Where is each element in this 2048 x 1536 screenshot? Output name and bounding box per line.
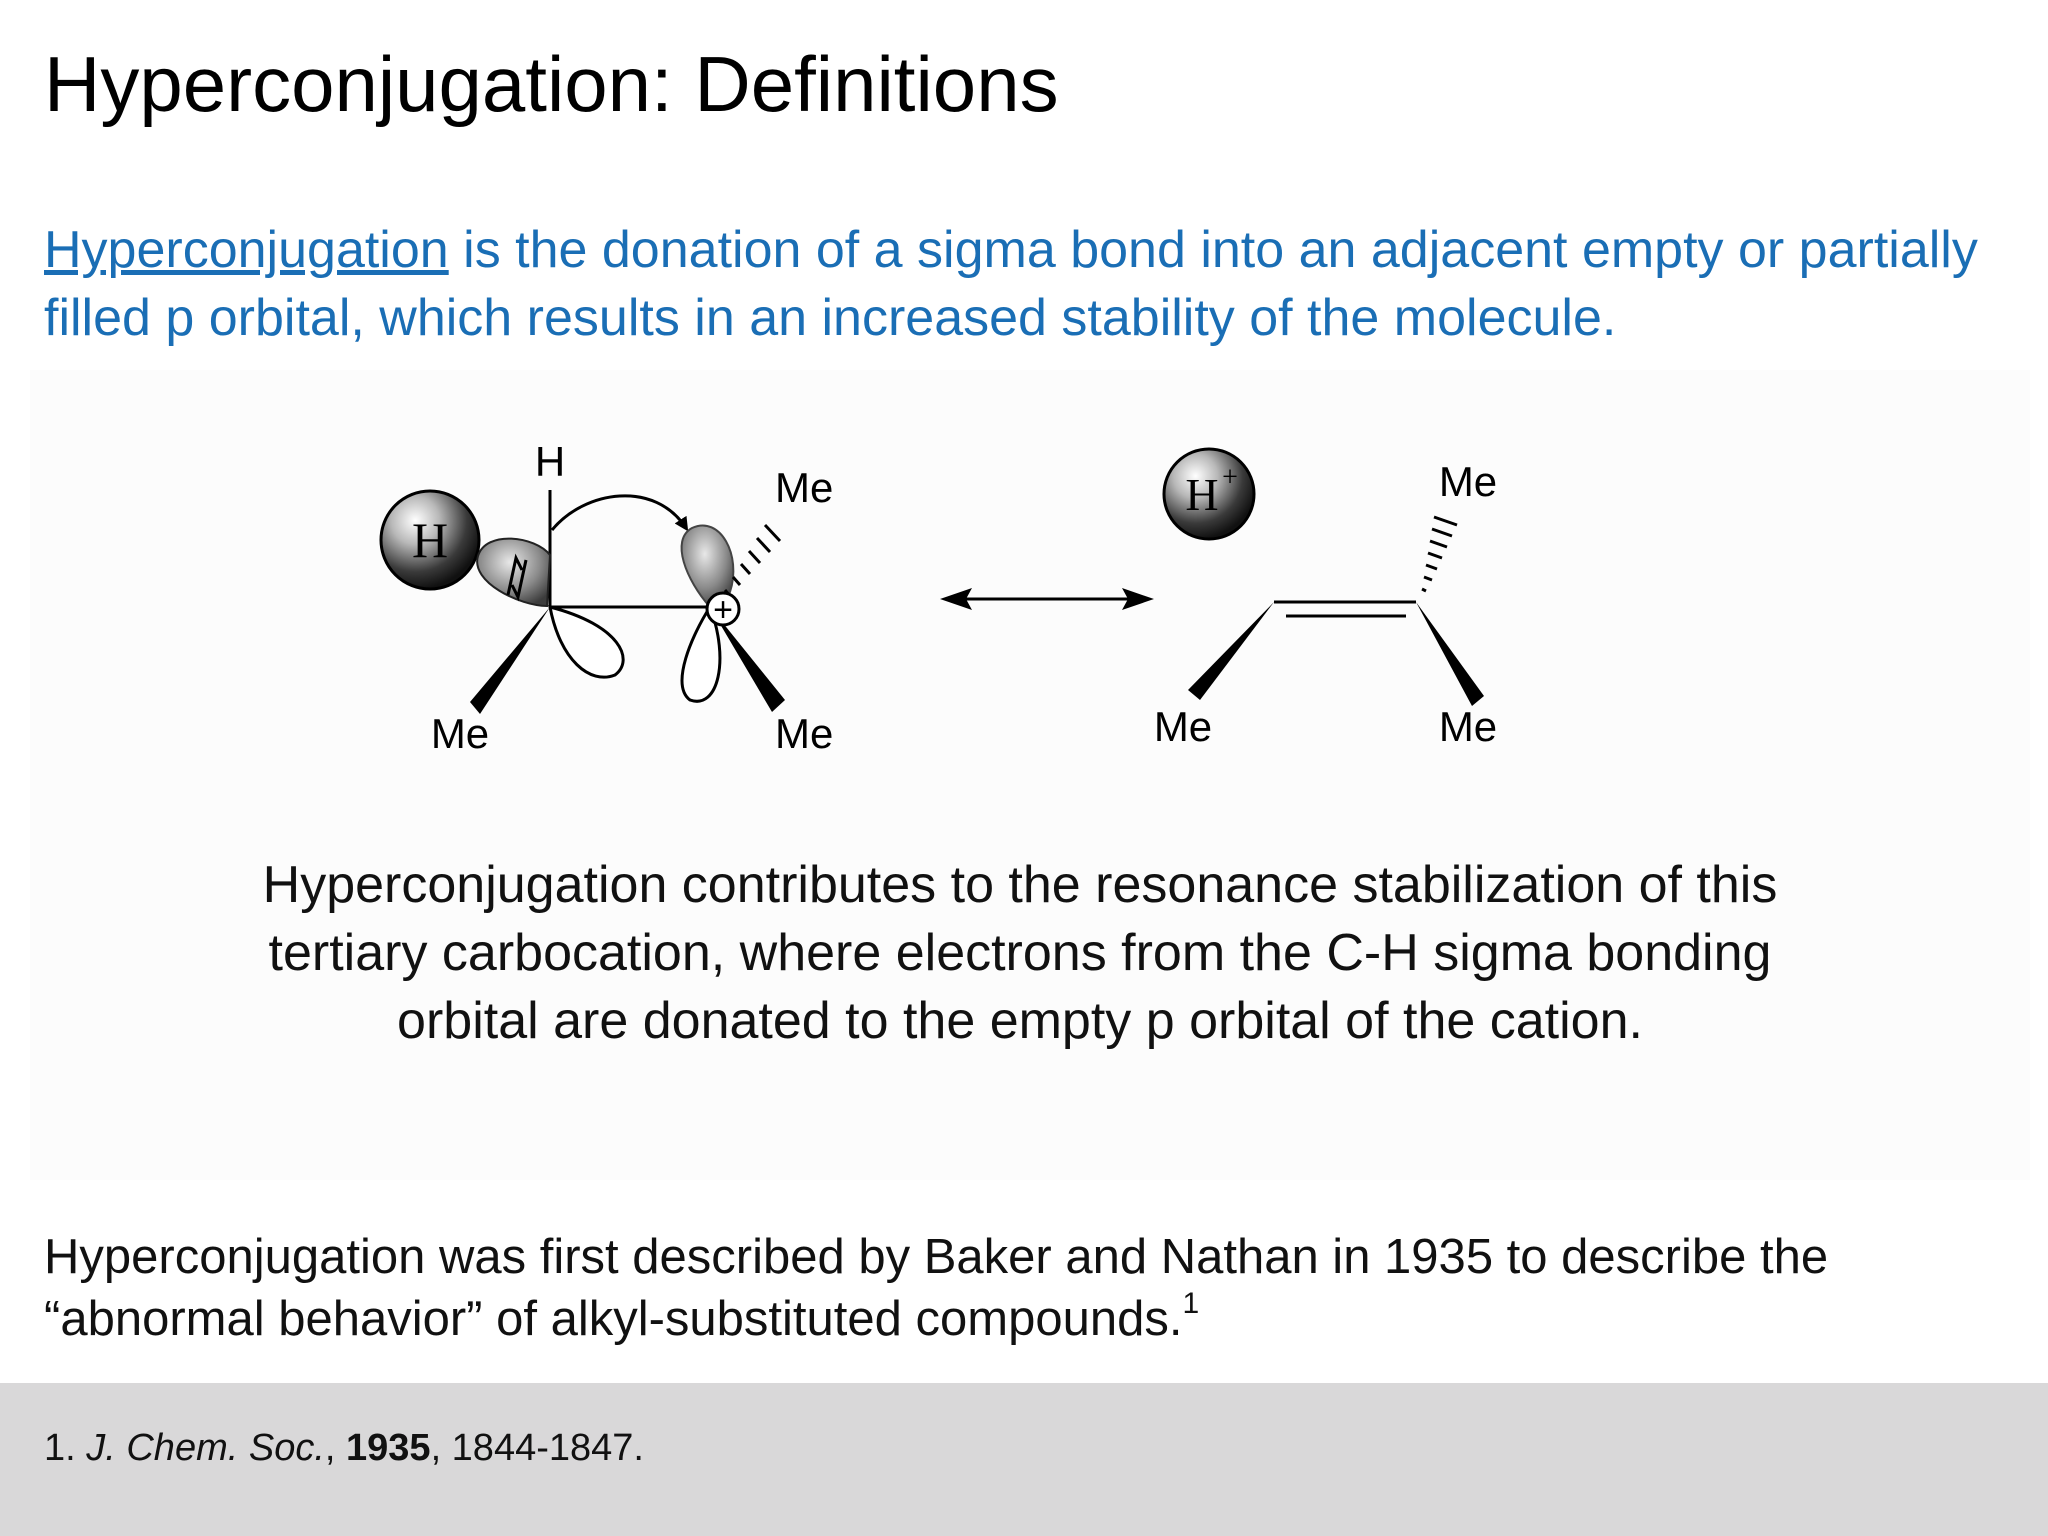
wedge-bond-left [470, 607, 550, 714]
me-lower-right-label: Me [775, 710, 834, 757]
left-structure [381, 438, 833, 757]
alkene-wedge-right [1416, 602, 1484, 706]
me-lower-left-label: Me [430, 710, 490, 757]
reference-journal: J. Chem. Soc. [86, 1427, 325, 1469]
alkene-me-lower-left-label: Me [1153, 703, 1213, 750]
right-structure [1154, 449, 1497, 750]
reference-separator: , [324, 1427, 347, 1469]
h-atom-label: H [534, 438, 566, 485]
positive-charge-label: + [713, 591, 733, 629]
reference-pages: , 1844-1847. [430, 1427, 644, 1469]
proton-label: H [1185, 469, 1219, 520]
alkene-me-lower-right-label: Me [1438, 703, 1498, 750]
footer [0, 1383, 2048, 1536]
slide-title: Hyperconjugation: Definitions [44, 40, 1059, 128]
reference [44, 1427, 644, 1470]
reference-number: 1. [44, 1427, 87, 1469]
hyperconjugation-figure [30, 370, 2030, 1180]
resonance-arrow [940, 588, 1154, 610]
definition-paragraph [44, 216, 2004, 352]
citation-superscript[interactable]: 1 [1182, 1287, 1200, 1320]
proton-charge-label: + [1222, 462, 1238, 493]
hyperconjugation-link[interactable]: Hyperconjugation [44, 221, 449, 279]
hydrogen-ball-label: H [411, 512, 449, 568]
history-text: Hyperconjugation was first described by Baker and Nathan in 1935 to describe the “abnormal behavior” of alkyl-substituted compounds. [44, 1230, 1829, 1346]
definition-text: is the donation of a sigma bond into an adjacent empty or partially filled p orbital, which results in an increased stability of the molecule. [44, 221, 1978, 347]
left-lower-lobe [550, 607, 623, 677]
alkene-hashed-bond [1422, 517, 1457, 591]
alkene-wedge-left [1188, 602, 1274, 700]
me-upper-label: Me [775, 464, 834, 511]
figure-panel [30, 370, 2030, 1180]
figure-caption: Hyperconjugation contributes to the resonance stabilization of this tertiary carbocation, where electrons from the C-H sigma bonding orbital are donated to the empty p orbital of the cation. [262, 856, 1778, 1050]
reference-year: 1935 [346, 1427, 431, 1469]
alkene-me-upper-label: Me [1438, 458, 1498, 505]
donation-arrow [552, 496, 686, 530]
history-paragraph [44, 1226, 2004, 1350]
